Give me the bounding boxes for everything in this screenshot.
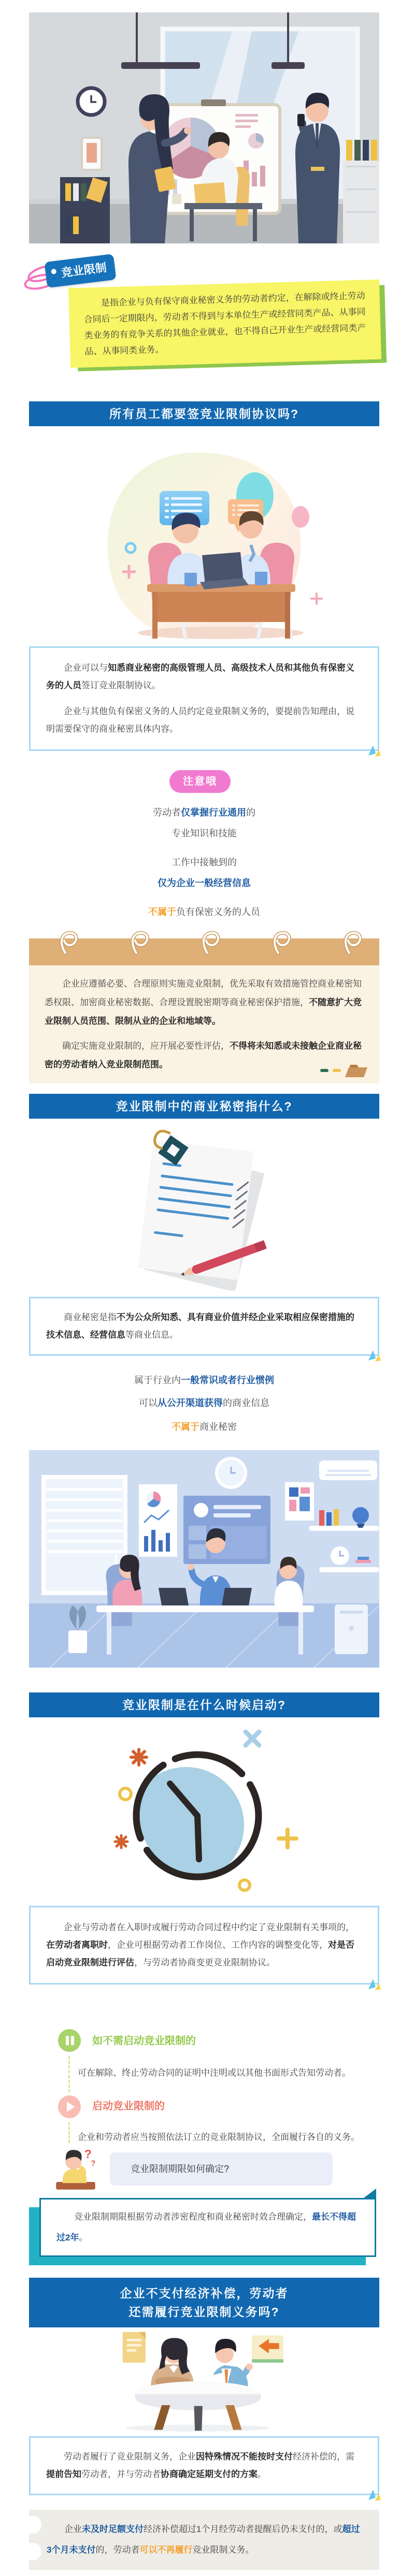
text-run: 专业知识和技能 xyxy=(172,828,237,838)
corner-fold-icon xyxy=(362,2189,376,2199)
section-header-2: 竞业限制中的商业秘密指什么? xyxy=(29,1094,379,1119)
dashed-connector xyxy=(68,2056,70,2092)
text-run: 对是否启动竞业限制进行评估 xyxy=(46,1940,354,1967)
text-run: ，与劳动者协商变更竞业限制协议。 xyxy=(134,1958,275,1967)
text-run: 竞业限制期限根据劳动者涉密程度和商业秘密时效合理确定， xyxy=(74,2212,312,2222)
text-run: 的 xyxy=(246,807,255,818)
text-run: 确定实施竞业限制的，应开展必要性评估， xyxy=(62,1041,230,1051)
sparkle-icon xyxy=(366,1347,382,1363)
paragraph xyxy=(46,703,362,738)
key-points-2 xyxy=(29,1373,379,1434)
notebook-panel xyxy=(29,965,379,1083)
text-run: 企业应遵循必要、合理原则实施竞业限制，优先采取有效措施管控商业秘密知悉权限、加密商业秘密数据、合理设置脱密期等商业秘密保护措施， xyxy=(45,979,362,1007)
text-run: 签订竞业限制协议。 xyxy=(81,681,161,690)
text-run: 。 xyxy=(79,2233,88,2242)
text-run: 商业秘密是指 xyxy=(64,1312,117,1322)
paragraph xyxy=(56,2207,359,2248)
text-run: 属于行业内 xyxy=(134,1375,181,1385)
question-mark-glyph: ? xyxy=(91,2159,96,2168)
sparkle-icon xyxy=(366,1976,382,1991)
paragraph xyxy=(46,2448,362,2483)
text-run: 提前告知 xyxy=(46,2469,81,2479)
section-header-4 xyxy=(29,2278,379,2327)
text-run: 协商确定延期支付的方案 xyxy=(161,2469,258,2479)
text-run: 从公开渠道获得 xyxy=(158,1398,223,1408)
branch-title-no-start: 如不需启动竞业限制的 xyxy=(92,2035,196,2047)
answer-box xyxy=(39,2198,376,2257)
point-line xyxy=(29,1373,379,1387)
answer-box-wrap xyxy=(29,2198,379,2266)
folder-decoration-icon xyxy=(320,1061,368,1078)
section-header-3: 竞业限制是在什么时候启动? xyxy=(29,1692,379,1717)
clock-illustration xyxy=(91,1729,309,1900)
text-run: 的，劳动者 xyxy=(95,2545,140,2555)
text-run: 工作中接触到的 xyxy=(172,857,237,867)
tag-hole-icon xyxy=(51,269,56,274)
text-run: 可以不再履行 xyxy=(139,2545,193,2555)
hero-office-illustration xyxy=(29,12,379,243)
point-line xyxy=(29,905,379,919)
point-line xyxy=(29,806,379,819)
text-run: 企业可以与 xyxy=(64,663,108,673)
attention-badge: 注意哦 xyxy=(169,770,231,793)
paragraph xyxy=(47,2519,362,2560)
text-run: 不为公众所知悉、具有商业价值并经企业采取相应保密措施的技术信息、经营信息 xyxy=(46,1312,354,1340)
paragraph xyxy=(46,659,362,694)
topic-tag-label: 竞业限制 xyxy=(60,261,108,280)
text-run: 最长不得超过2年 xyxy=(56,2212,356,2242)
text-run: 在劳动者离职时 xyxy=(46,1940,108,1950)
point-line xyxy=(29,1420,379,1434)
text-run: 的商业信息 xyxy=(223,1398,269,1408)
branch-title-start: 启动竞业限制的 xyxy=(92,2101,165,2112)
definition-bubble xyxy=(68,280,381,368)
text-run: 商业秘密 xyxy=(199,1422,237,1432)
branch-body-start: 企业和劳动者应当按照依法订立的竞业限制协议，全面履行各自的义务。 xyxy=(78,2132,360,2142)
section-header-4-line1: 企业不支付经济补偿，劳动者 xyxy=(120,2286,289,2300)
text-run: 企业与劳动者在入职时或履行劳动合同过程中约定了竞业限制有关事项的， xyxy=(64,1922,354,1932)
question-bubble xyxy=(110,2152,333,2186)
question-mark-glyph: ? xyxy=(84,2147,92,2161)
document-illustration xyxy=(96,1125,304,1291)
paragraph xyxy=(46,1309,362,1344)
text-run: 企业与其他负有保密义务的人员约定竞业限制义务的，要提前告知理由，说明需要保守的商业秘密具体内容。 xyxy=(46,706,354,734)
gray-note-box xyxy=(29,2510,379,2570)
info-box-2 xyxy=(29,1297,379,1356)
text-run: 一般常识或者行业惯例 xyxy=(181,1375,274,1385)
paragraph xyxy=(45,975,364,1031)
definition-text: 是指企业与负有保守商业秘密义务的劳动者约定，在解除或终止劳动合同后一定期限内，劳动者不得到与本单位生产或经营同类产品、从事同类业务的有竞争关系的其他企业就业，也不得自己开业生产或经营同类产品、从事同类业务。 xyxy=(83,291,366,357)
text-run: 劳动者 xyxy=(153,807,181,818)
sparkle-icon xyxy=(366,742,382,758)
play-icon xyxy=(58,2095,81,2118)
info-box-3 xyxy=(29,1906,379,1985)
text-run: 劳动者履行了竞业限制义务，企业 xyxy=(64,2452,196,2462)
point-line xyxy=(29,856,379,869)
office-illustration xyxy=(29,1450,379,1668)
topic-tag xyxy=(44,254,116,288)
text-run: 不随意扩大竞业限制人员范围、限制从业的企业和地域等。 xyxy=(45,997,362,1026)
text-run: 经济补偿的，需 xyxy=(293,2452,354,2462)
meeting-illustration xyxy=(29,445,379,642)
text-run: 劳动者，并与劳动者 xyxy=(81,2469,161,2479)
hole-punch-circle-icon xyxy=(24,2543,41,2560)
text-run: 等商业信息。 xyxy=(125,1330,178,1340)
hole-punch-circle-icon xyxy=(24,2516,41,2534)
text-run: 不属于 xyxy=(172,1422,199,1432)
negotiation-illustration xyxy=(91,2329,309,2432)
branch-body-no-start: 可在解除、终止劳动合同的证明中注明或以其他书面形式告知劳动者。 xyxy=(78,2068,351,2078)
point-line xyxy=(29,1396,379,1410)
text-run: 不得将未知悉或未接触企业商业秘密的劳动者纳入竞业限制范围。 xyxy=(45,1041,362,1069)
text-run: 企业 xyxy=(64,2524,82,2534)
info-box-4 xyxy=(29,2436,379,2495)
key-points-1 xyxy=(29,806,379,919)
text-run: 因特殊情况不能按时支付 xyxy=(196,2452,293,2462)
section-header-1: 所有员工都要签竞业限制协议吗? xyxy=(29,401,379,426)
dashed-connector xyxy=(68,2122,70,2143)
sparkle-icon xyxy=(366,2486,382,2502)
point-line xyxy=(29,876,379,890)
text-run: 经济补偿超过1个月经劳动者提醒后仍未支付的，或 xyxy=(144,2524,342,2534)
point-line xyxy=(29,827,379,840)
text-run: ，企业可根据劳动者工作岗位、工作内容的调整变化等， xyxy=(108,1940,328,1950)
question-text: 竞业限制期限如何确定? xyxy=(131,2164,230,2174)
notebook-rings-icon xyxy=(29,926,379,955)
info-box-1 xyxy=(29,646,379,751)
text-run: 可以 xyxy=(139,1398,158,1408)
text-run: 仅为企业一般经营信息 xyxy=(158,878,251,888)
paragraph xyxy=(46,1919,362,1972)
pause-icon xyxy=(58,2029,81,2052)
text-run: 负有保密义务的人员 xyxy=(176,907,260,917)
paragraph xyxy=(45,1037,364,1074)
text-run: 不属于 xyxy=(148,907,176,917)
text-run: 未及时足额支付 xyxy=(82,2524,144,2534)
question-avatar-icon xyxy=(54,2147,97,2192)
section-header-4-line2: 还需履行竞业限制义务吗? xyxy=(128,2305,280,2319)
text-run: 仅掌握行业通用 xyxy=(181,807,246,818)
text-run: 超过3个月未支付 xyxy=(47,2524,360,2555)
text-run: 竞业限制义务。 xyxy=(192,2545,254,2555)
text-run: 。 xyxy=(258,2469,266,2479)
text-run: 知悉商业秘密的高级管理人员、高级技术人员和其他负有保密义务的人员 xyxy=(46,663,354,690)
